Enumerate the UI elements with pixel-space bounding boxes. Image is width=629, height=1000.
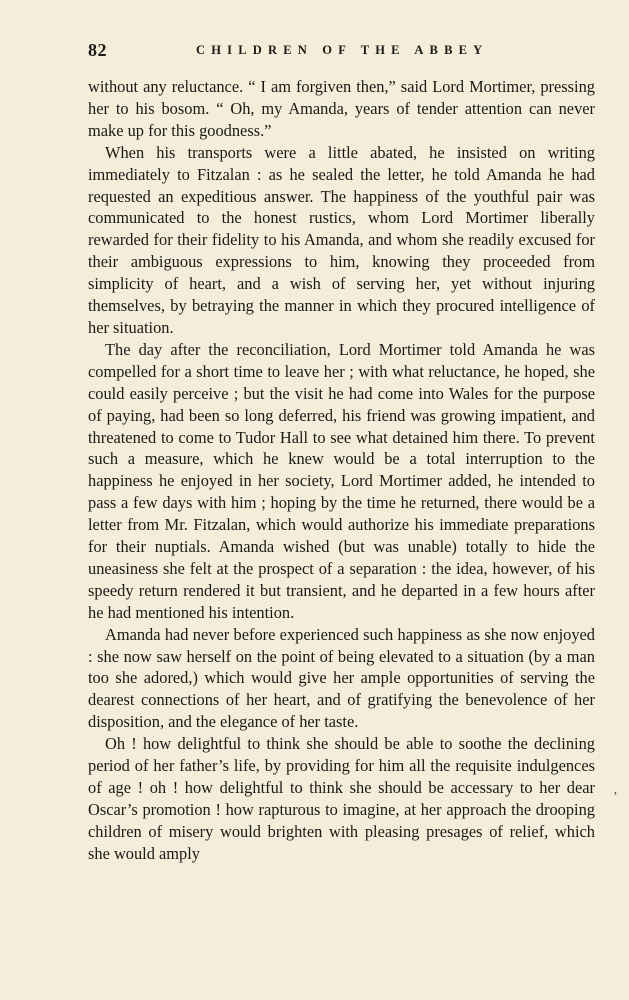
paragraph: without any reluctance. “ I am forgiven then,” said Lord Mortimer, pressing her to his bosom. “ Oh, my Amanda, years of tender attention can never make up for this goodness.” xyxy=(88,77,595,140)
margin-mark-icon: , xyxy=(614,782,617,796)
page-number: 82 xyxy=(88,40,107,60)
paragraph: Amanda had never before experienced such happiness as she now enjoyed : she now saw herself on the point of being elevated to a situation (by a man too she adored,) which would give her ample opportunities of serving the dearest connections of her heart, and of gratifying the benevolence of her disposition, and the elegance of her taste. xyxy=(88,624,595,732)
running-title: CHILDREN OF THE ABBEY xyxy=(196,43,489,57)
paragraph: When his transports were a little abated, he insisted on writing immediately to Fitzalan : as he sealed the letter, he told Amanda he had requested an expeditious answer. The happiness of the youthful pair was communicated to the honest rustics, whom Lord Mortimer liberally rewarded for their fidelity to his Amanda, and whom she readily excused for their ambiguous expressions to him, knowing they proceeded from simplicity of heart, and a wish of serving her, yet without injuring themselves, by betraying the manner in which they procured intelligence of her situation. xyxy=(88,142,595,337)
page-header xyxy=(88,40,598,62)
body-text xyxy=(88,76,595,865)
paragraph: Oh ! how delightful to think she should be able to soothe the declining period of her father’s life, by providing for him all the requisite indulgences of age ! oh ! how delightful to think she should be accessary to her dear Oscar’s promotion ! how rapturous to imagine, at her approach the drooping children of misery would brighten with pleasing presages of relief, which she would amply xyxy=(88,734,595,863)
paragraph: The day after the reconciliation, Lord Mortimer told Amanda he was compelled for a short time to leave her ; with what reluctance, he hoped, she could easily perceive ; but the visit he had come into Wales for the purpose of paying, had been so long deferred, his friend was growing impatient, and threatened to come to Tudor Hall to see what detained him there. To prevent such a measure, which he knew would be a total interruption to the happiness he enjoyed in her society, Lord Mortimer added, he intended to pass a few days with him ; hoping by the time he returned, there would be a letter from Mr. Fitzalan, which would authorize his immediate preparations for their nuptials. Amanda wished (but was unable) totally to hide the uneasiness she felt at the prospect of a separation : the idea, however, of his speedy return rendered it but transient, and he departed in a few hours after he had mentioned his intention. xyxy=(88,339,595,622)
